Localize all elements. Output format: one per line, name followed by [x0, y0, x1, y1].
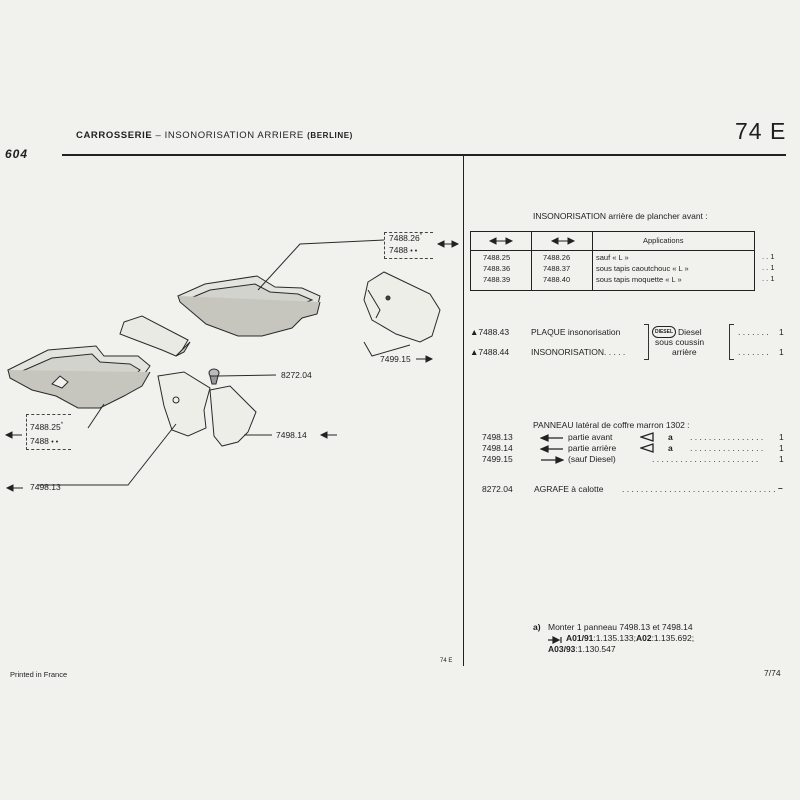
table-cell: 7488.39 [483, 275, 511, 284]
arrow-right-icon [540, 456, 564, 464]
diesel-badge-icon: DIESEL [652, 326, 676, 338]
qty-dots: . . . . . . . [738, 347, 769, 357]
ref-7498-13: 7498.13 [482, 432, 513, 442]
note-arriere: arrière [672, 347, 697, 357]
lower-mat-shape [8, 346, 150, 408]
mark-a: a [668, 432, 673, 442]
page-code: 74 E [735, 118, 787, 144]
header-rule [62, 154, 786, 156]
label-7498-13: 7498.13 [30, 482, 61, 492]
leader-line-clip [218, 375, 276, 376]
footnote-marker: a) [533, 622, 541, 632]
panel-rear-shape [210, 386, 256, 446]
label-7488-lower: 7488 • • [30, 436, 59, 446]
table-cell: 7488.36 [483, 264, 511, 273]
panel-upper-shape [364, 272, 440, 342]
desc-partie-avant: partie avant [568, 432, 613, 442]
qty-value: 1 [779, 443, 784, 453]
mark-a: a [668, 443, 673, 453]
ref-7498-14: 7498.14 [482, 443, 513, 453]
clip-shape [209, 369, 219, 384]
qty-value: 1 [779, 454, 784, 464]
label-7499-15: 7499.15 [380, 354, 411, 364]
column-divider [463, 154, 464, 666]
arrow-left-icon [6, 484, 24, 492]
arrow-right-bar-icon [547, 636, 563, 644]
arrow-left-icon [540, 445, 564, 453]
qty-cell: . . 1 [762, 252, 775, 261]
arrow-double-icon [489, 237, 513, 245]
footer-code: 74 E [440, 658, 453, 664]
table-cell: sous tapis caoutchouc « L » [596, 264, 689, 273]
table-cell: 7488.37 [543, 264, 571, 273]
page-title [76, 130, 353, 141]
ref-7488-44: ▲7488.44 [470, 347, 510, 357]
shelf-shape [120, 316, 190, 356]
desc-insonorisation: INSONORISATION. . . . . [531, 347, 626, 357]
table-cell: 7488.26 [543, 253, 571, 262]
qty-dots: . . . . . . . . . . . . . . . . [690, 443, 764, 453]
footnote-line3: A03/93:1.130.547 [548, 644, 616, 654]
arrow-double-icon [437, 240, 459, 248]
panel-front-shape [158, 372, 210, 436]
arrow-left-icon [320, 431, 338, 439]
desc-plaque: PLAQUE insonorisation [531, 327, 621, 337]
section3-title: PANNEAU latéral de coffre marron 1302 : [533, 420, 690, 430]
label-7498-14: 7498.14 [276, 430, 307, 440]
applications-table [470, 231, 755, 291]
applications-header: Applications [643, 236, 684, 245]
title-dash: – [155, 130, 162, 141]
desc-sauf-diesel: (sauf Diesel) [568, 454, 616, 464]
upper-mat-shape [178, 276, 320, 336]
ref-7499-15: 7499.15 [482, 454, 513, 464]
qty-value: 1 [779, 432, 784, 442]
arrow-double-icon [551, 237, 575, 245]
title-sub: (BERLINE) [307, 131, 353, 140]
note-coussin: sous coussin [655, 337, 705, 347]
table-cell: 7488.40 [543, 275, 571, 284]
qty-dots: . . . . . . . . . . . . . . . . . . . . . . . [652, 454, 759, 464]
table-cell: sauf « L » [596, 253, 629, 262]
qty-dots: . . . . . . . . . . . . . . . . [690, 432, 764, 442]
printed-in: Printed in France [10, 670, 68, 679]
title-rest: INSONORISATION ARRIERE [164, 130, 304, 141]
title-main: CARROSSERIE [76, 130, 153, 141]
triangle-left-icon [640, 443, 654, 453]
arrow-left-icon [540, 434, 564, 442]
qty-cell: . . 1 [762, 274, 775, 283]
ref-8272-04: 8272.04 [482, 484, 513, 494]
arrow-right-icon [415, 355, 433, 363]
qty-dots: . . . . . . . [738, 327, 769, 337]
bracket-left [729, 324, 734, 360]
desc-agrafe: AGRAFE à calotte [534, 484, 604, 494]
label-8272-04: 8272.04 [281, 370, 312, 380]
model-logo: 604 [5, 147, 29, 161]
footnote-line1: Monter 1 panneau 7498.13 et 7498.14 [548, 622, 693, 632]
desc-partie-arriere: partie arrière [568, 443, 617, 453]
section1-title: INSONORISATION arrière de plancher avant : [533, 211, 708, 221]
table-cell: sous tapis moquette « L » [596, 275, 682, 284]
triangle-left-icon [640, 432, 654, 442]
table-cell: 7488.25 [483, 253, 511, 262]
qty-value: 1 [779, 347, 784, 357]
qty-dots: . . . . . . . . . . . . . . . . . . . . . . . . . . . . . . . . . [622, 484, 776, 494]
label-7488-upper: 7488 • • [389, 245, 418, 255]
bracket-right [644, 324, 649, 360]
qty-cell: . . 1 [762, 263, 775, 272]
page-number: 7/74 [764, 668, 781, 678]
qty-value: – [778, 483, 783, 493]
label-7488-26: 7488.26* [389, 233, 423, 243]
arrow-left-icon [5, 431, 23, 439]
label-7488-25: 7488.25* [30, 422, 64, 432]
leader-line-upper-mat [258, 240, 384, 290]
note-diesel: Diesel [678, 327, 702, 337]
ref-7488-43: ▲7488.43 [470, 327, 510, 337]
qty-value: 1 [779, 327, 784, 337]
footnote-line2: A01/91:1.135.133;A02:1.135.692; [566, 633, 695, 643]
